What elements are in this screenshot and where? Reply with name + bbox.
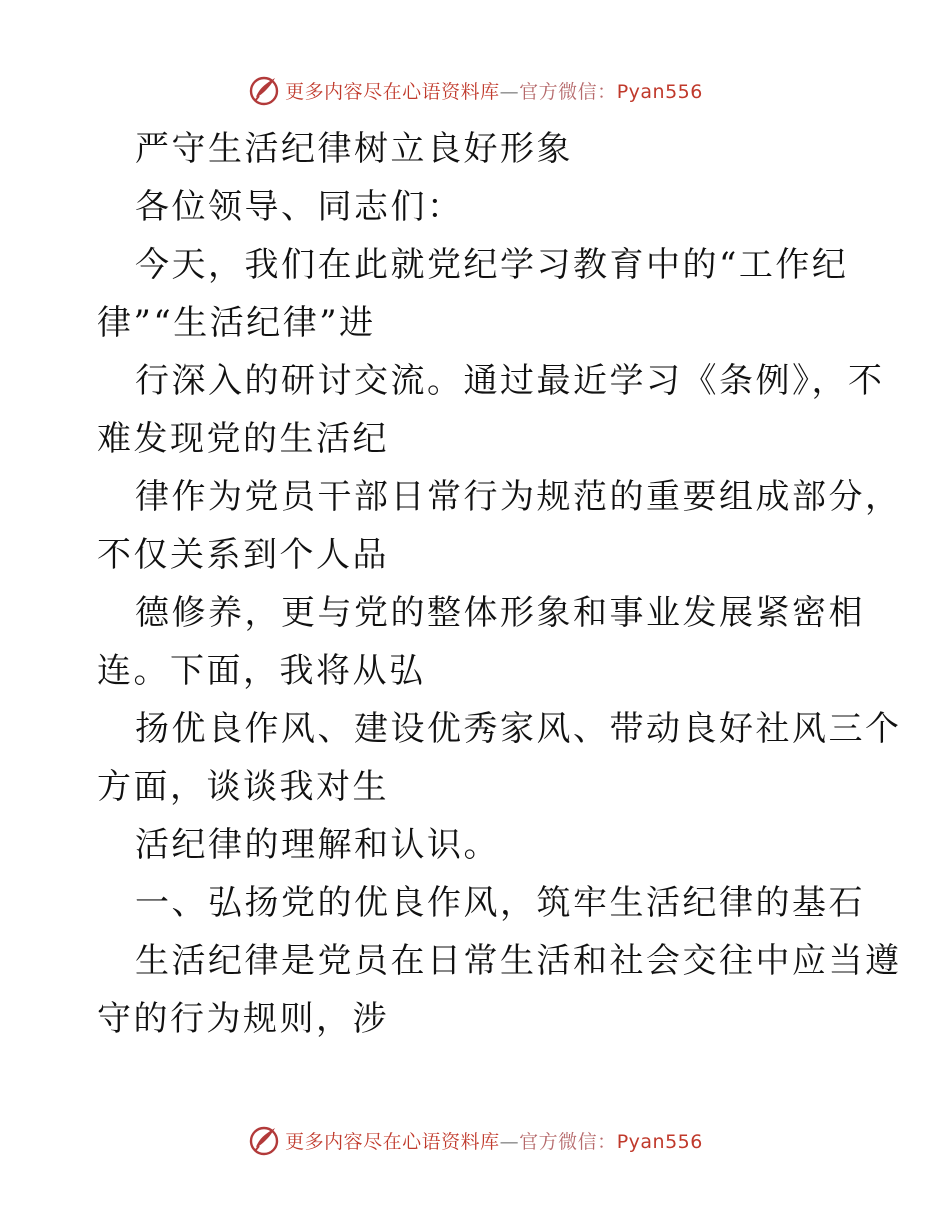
paragraph-line: 活纪律的理解和认识。 [135, 825, 500, 865]
paragraph-3 [97, 468, 902, 584]
watermark-text: 更多内容尽在心语资料库—官方微信：Pyan556 [285, 1130, 703, 1153]
paragraph-line: 守的行为规则，涉 [97, 999, 389, 1039]
quill-swirl-logo-icon [247, 1123, 281, 1157]
paragraph-line: 行深入的研讨交流。通过最近学习《条例》，不 [135, 361, 885, 401]
paragraph-line: 难发现党的生活纪 [97, 419, 389, 459]
paragraph-6 [97, 816, 857, 874]
footer-watermark [0, 1120, 950, 1160]
paragraph-4 [97, 584, 865, 700]
watermark-text: 更多内容尽在心语资料库—官方微信：Pyan556 [285, 80, 703, 103]
header-watermark [0, 70, 950, 110]
paragraph-1 [97, 236, 857, 352]
document-body [97, 120, 902, 1048]
paragraph-line: 生活纪律是党员在日常生活和社会交往中应当遵 [135, 941, 902, 981]
paragraph-line: 扬优良作风、建设优秀家风、带动良好社风三个 [135, 709, 902, 749]
paragraph-line: 今天，我们在此就党纪学习教育中的“工作纪 [135, 245, 849, 285]
paragraph-line: 不仅关系到个人品 [97, 535, 389, 575]
paragraph-line: 律”“生活纪律”进 [97, 303, 376, 343]
document-title: 严守生活纪律树立良好形象 [135, 129, 573, 169]
paragraph-line: 方面，谈谈我对生 [97, 767, 389, 807]
quill-swirl-logo-icon [247, 73, 281, 107]
paragraph-line: 律作为党员干部日常行为规范的重要组成部分， [135, 477, 902, 517]
paragraph-7 [97, 932, 902, 1048]
paragraph-line: 德修养，更与党的整体形象和事业发展紧密相 [135, 593, 865, 633]
paragraph-2 [97, 352, 885, 468]
section-heading: 一、弘扬党的优良作风，筑牢生活纪律的基石 [135, 883, 865, 923]
greeting: 各位领导、同志们： [135, 187, 464, 227]
paragraph-5 [97, 700, 902, 816]
paragraph-line: 连。下面，我将从弘 [97, 651, 426, 691]
